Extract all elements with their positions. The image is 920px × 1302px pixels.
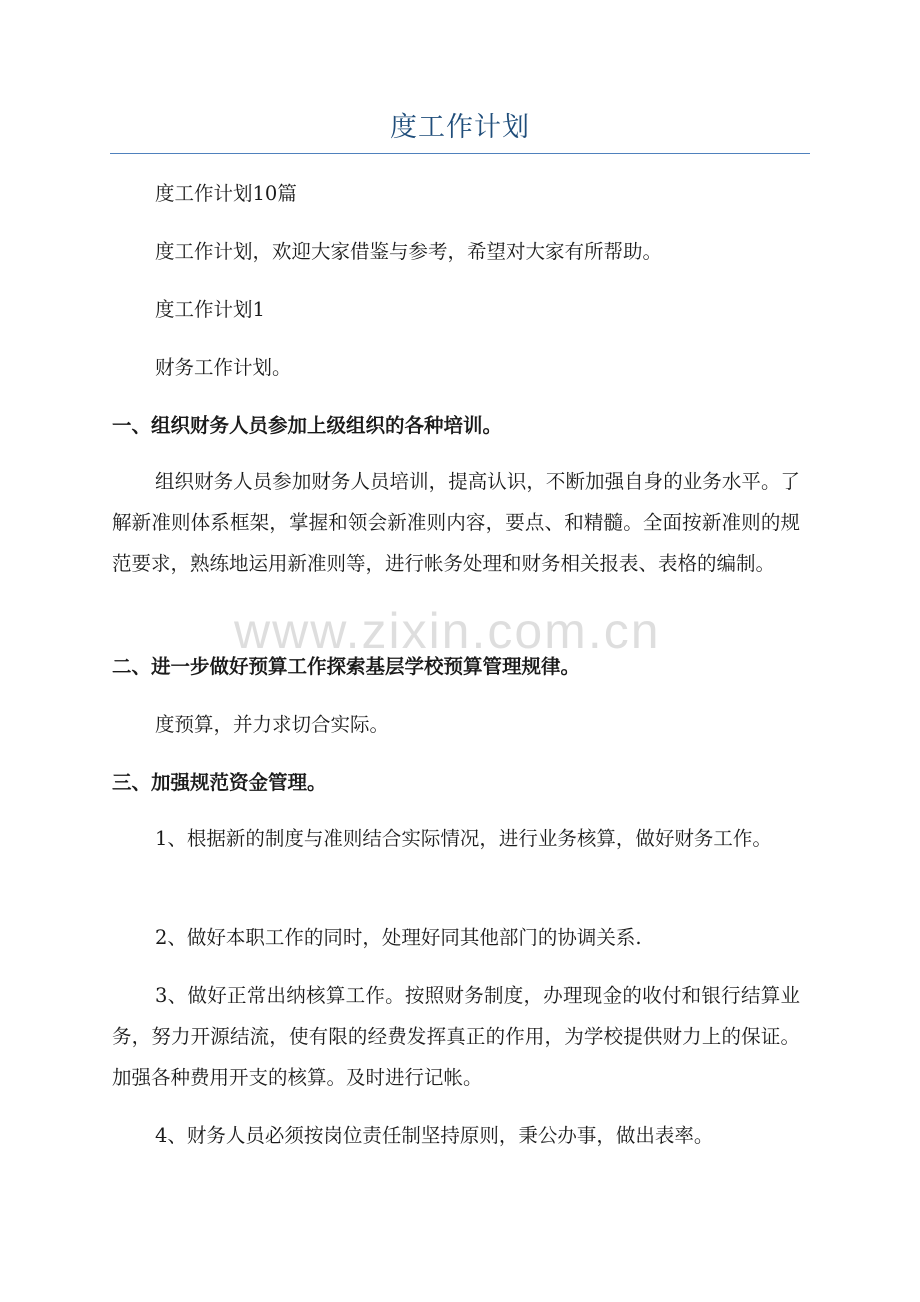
watermark-text: www.zixin.com.cn [234, 603, 661, 659]
paragraph-plan-number: 度工作计划1 [155, 298, 265, 321]
paragraph-item-2: 2、做好本职工作的同时，处理好同其他部门的协调关系. [155, 926, 642, 949]
paragraph-budget: 度预算，并力求切合实际。 [155, 713, 390, 736]
paragraph-plan-topic: 财务工作计划。 [155, 356, 292, 379]
paragraph-intro: 度工作计划，欢迎大家借鉴与参考，希望对大家有所帮助。 [155, 240, 663, 263]
paragraph-item-4: 4、财务人员必须按岗位责任制坚持原则，秉公办事，做出表率。 [155, 1124, 714, 1147]
title-underline [110, 153, 810, 154]
document-title: 度工作计划 [390, 112, 530, 143]
paragraph-subtitle: 度工作计划10篇 [155, 182, 297, 205]
paragraph-item-1: 1、根据新的制度与准则结合实际情况，进行业务核算，做好财务工作。 [155, 827, 772, 850]
section-heading-2: 二、进一步做好预算工作探索基层学校预算管理规律。 [112, 655, 581, 678]
paragraph-training: 组织财务人员参加财务人员培训，提高认识，不断加强自身的业务水平。了解新准则体系框架，掌握和领会新准则内容，要点、和精髓。全面按新准则的规范要求，熟练地运用新准则等，进行帐务处理和财务相关报表、表格的编制。 [112, 470, 800, 575]
paragraph-item-3: 3、做好正常出纳核算工作。按照财务制度，办理现金的收付和银行结算业务，努力开源结流，使有限的经费发挥真正的作用，为学校提供财力上的保证。加强各种费用开支的核算。及时进行记帐。 [112, 984, 800, 1089]
section-heading-1: 一、组织财务人员参加上级组织的各种培训。 [112, 414, 503, 437]
section-heading-3: 三、加强规范资金管理。 [112, 771, 327, 794]
